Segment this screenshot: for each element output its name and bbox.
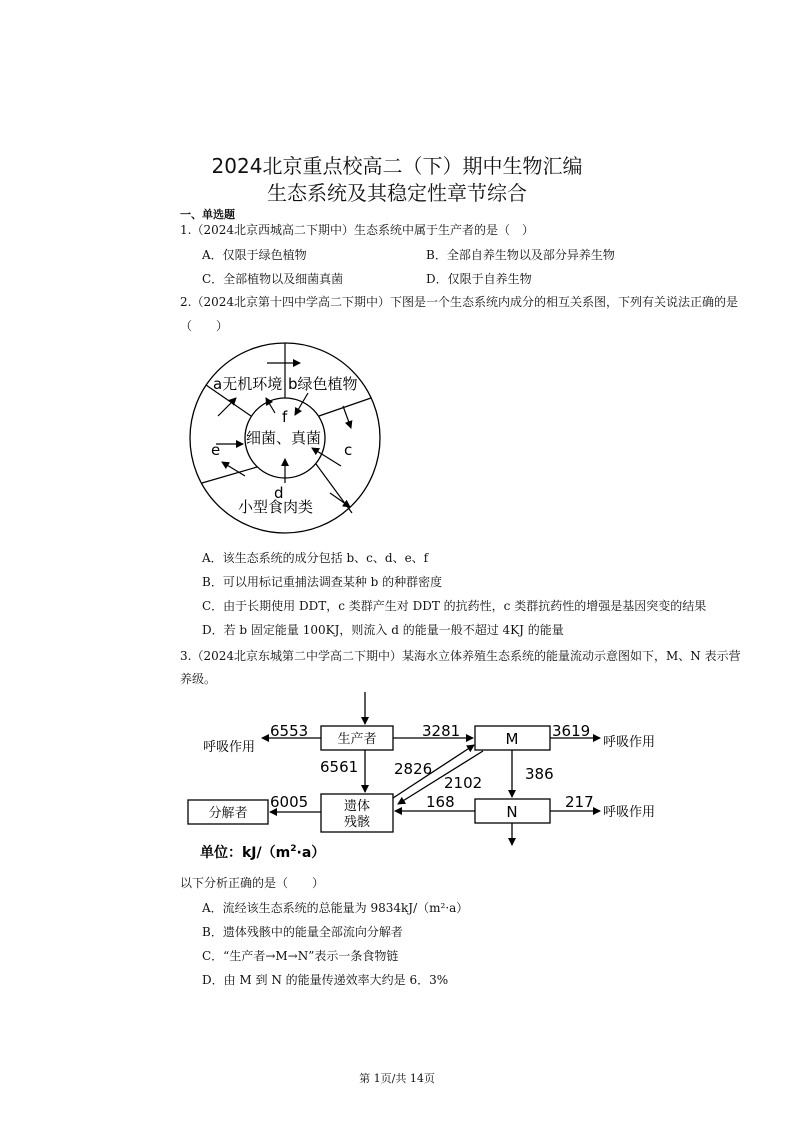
page-footer: 第 1页/共 14页 (359, 1072, 435, 1085)
value-2826: 2826 (394, 760, 433, 778)
value-386: 386 (525, 765, 554, 783)
q3-option-a: A．流经该生态系统的总能量为 9834kJ/（m²·a） (202, 901, 469, 915)
q1-stem: 1.（2024北京西城高二下期中）生态系统中属于生产者的是（ ） (180, 223, 534, 237)
q2-option-c: C．由于长期使用 DDT，c 类群产生对 DDT 的抗药性，c 类群抗药性的增强是基因突变的结果 (202, 599, 707, 613)
value-217: 217 (565, 793, 594, 811)
q2-option-b: B．可以用标记重捕法调查某种 b 的种群密度 (202, 575, 443, 589)
q3-option-b: B．遗体残骸中的能量全部流向分解者 (202, 925, 403, 939)
q3-option-c: C．“生产者→M→N”表示一条食物链 (202, 949, 399, 963)
value-3281: 3281 (422, 722, 461, 740)
q2-option-a: A．该生态系统的成分包括 b、c、d、e、f (202, 551, 429, 565)
label-d: d (274, 484, 284, 502)
q3-after-figure: 以下分析正确的是（ ） (180, 876, 325, 890)
q1-option-c: C．全部植物以及细菌真菌 (202, 272, 344, 286)
value-2102: 2102 (444, 774, 483, 792)
respiration-n-label: 呼吸作用 (603, 805, 656, 820)
value-168: 168 (426, 793, 455, 811)
q3-option-d: D．由 M 到 N 的能量传递效率大约是 6．3% (202, 973, 449, 987)
respiration-m-label: 呼吸作用 (603, 735, 656, 750)
remains-label-1: 遗体 (343, 799, 371, 814)
m-label: M (505, 730, 519, 748)
page-title: 2024北京重点校高二（下）期中生物汇编 (211, 154, 583, 178)
q2-stem-line2: （ ） (180, 319, 229, 333)
page-subtitle: 生态系统及其稳定性章节综合 (267, 181, 527, 205)
q2-stem-line1: 2.（2024北京第十四中学高二下期中）下图是一个生态系统内成分的相互关系图，下列有关说法正确的是 (180, 295, 738, 309)
value-3619: 3619 (552, 722, 591, 740)
q1-option-a: A．仅限于绿色植物 (202, 248, 307, 262)
q1-option-d: D．仅限于自养生物 (426, 272, 532, 286)
remains-label-2: 残骸 (343, 815, 371, 830)
q1-option-b: B．全部自养生物以及部分异养生物 (426, 248, 615, 262)
q3-stem-line2: 养级。 (180, 672, 217, 686)
label-green-plants: b绿色植物 (288, 375, 358, 393)
label-c: c (344, 441, 353, 459)
label-f: f (282, 408, 288, 426)
value-6553: 6553 (270, 722, 309, 740)
unit-label: 单位：$kJ/(m^2\cdot a)$ (200, 844, 326, 861)
ecosystem-cycle-figure (180, 338, 395, 538)
decomposer-label: 分解者 (208, 806, 248, 821)
respiration-left-label: 呼吸作用 (203, 740, 256, 755)
q3-stem-line1: 3.（2024北京东城第二中学高二下期中）某海水立体养殖生态系统的能量流动示意图如下，M、N 表示营 (180, 649, 741, 663)
label-small-carnivores: 小型食肉类 (238, 498, 314, 516)
energy-flow-figure (180, 690, 700, 870)
value-6561: 6561 (320, 758, 359, 776)
label-e: e (211, 441, 221, 459)
label-abiotic-environment: a无机环境 (213, 375, 283, 393)
producer-label: 生产者 (337, 732, 377, 747)
label-bacteria-fungi: 细菌、真菌 (246, 429, 322, 447)
value-6005: 6005 (270, 793, 309, 811)
n-label: N (506, 803, 518, 821)
section-heading: 一、单选题 (180, 208, 235, 221)
q2-option-d: D．若 b 固定能量 100KJ，则流入 d 的能量一般不超过 4KJ 的能量 (202, 623, 564, 637)
